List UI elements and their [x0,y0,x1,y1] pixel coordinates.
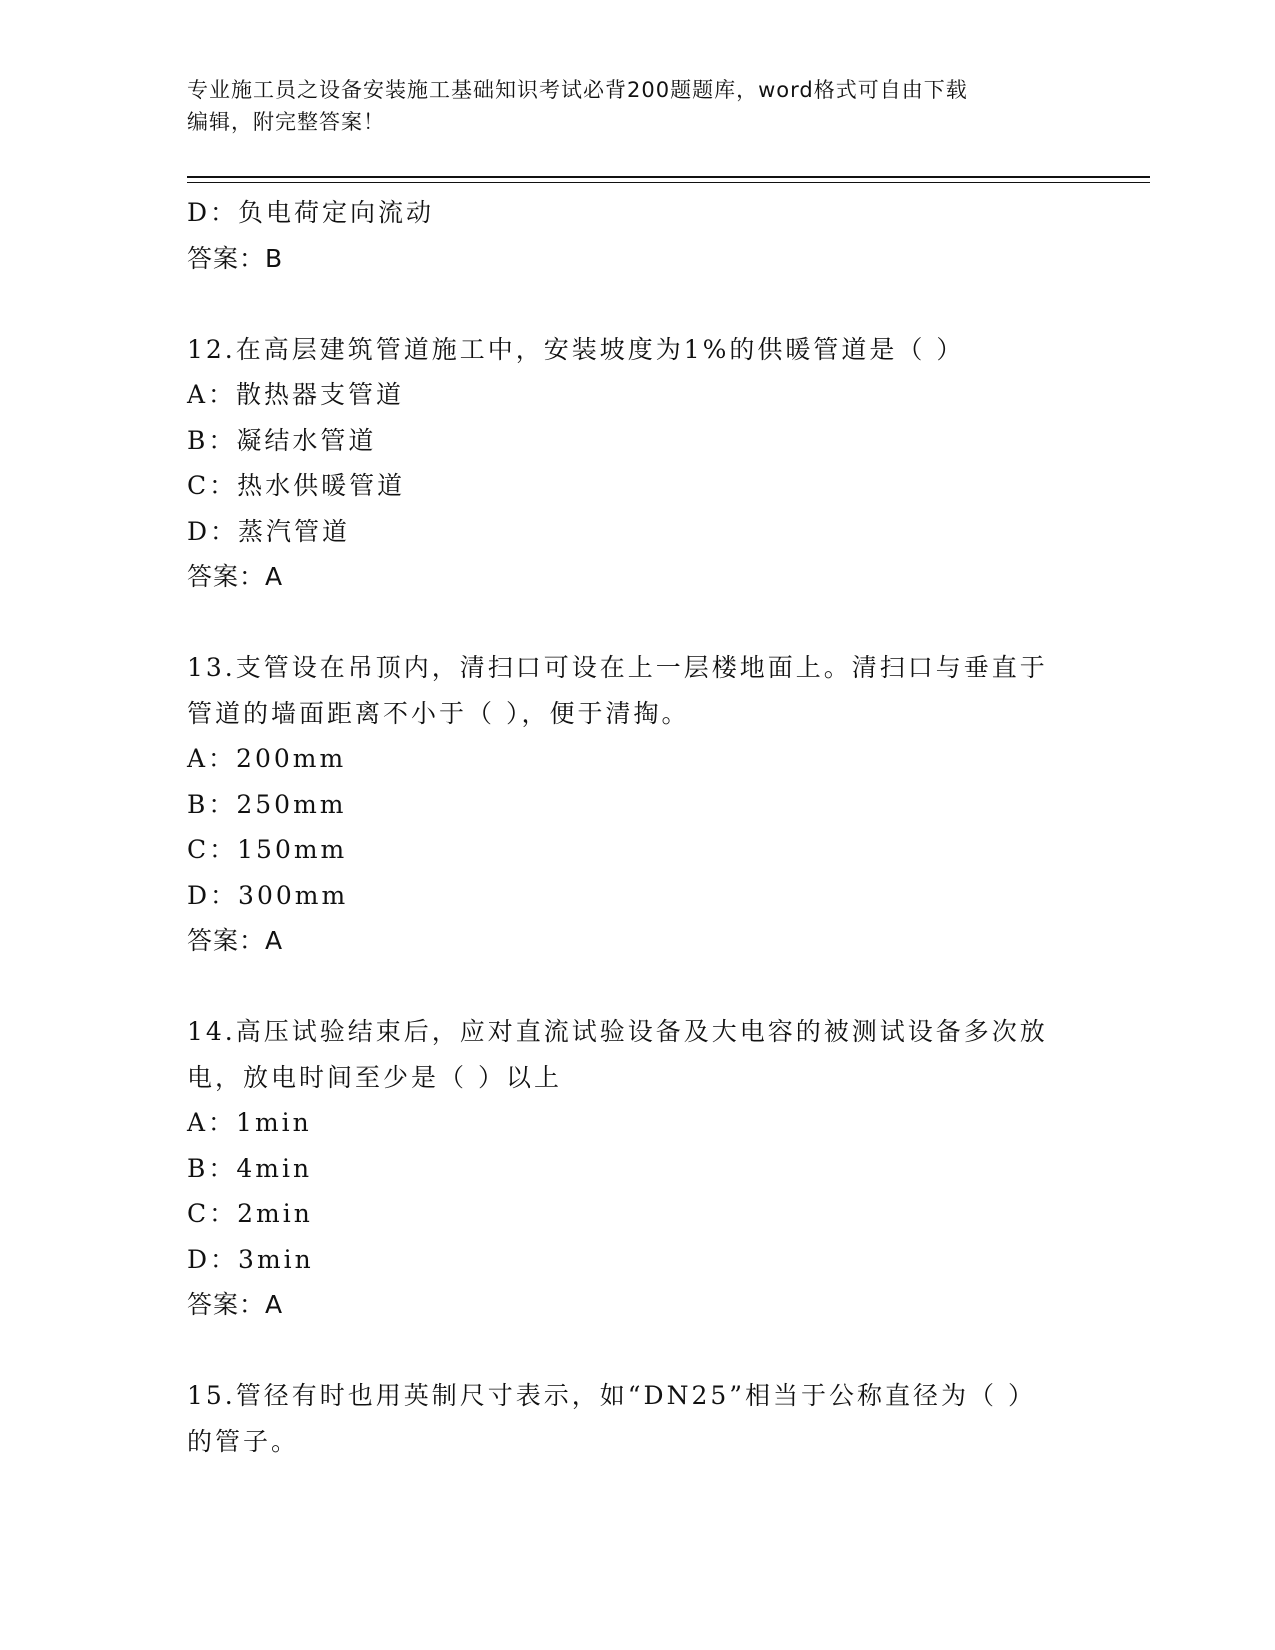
question-block-prev [187,190,1117,281]
spacer [187,1328,1117,1374]
answer-line: 答案：B [187,243,284,273]
spacer [187,964,1117,1010]
option-a: A：200mm [187,744,347,773]
option-d: D：300mm [187,880,349,910]
question-stem: 12.在高层建筑管道施工中，安装坡度为1%的供暖管道是（ ） [187,334,965,364]
question-stem-line-1: 14.高压试验结束后，应对直流试验设备及大电容的被测试设备多次放 [187,1017,1048,1046]
option-c: C：热水供暖管道 [187,471,406,500]
question-stem-line-1: 15.管径有时也用英制尺寸表示，如“DN25”相当于公称直径为（ ） [187,1381,1036,1410]
answer-line: 答案：A [187,562,284,591]
document-header [187,74,1077,138]
option-c: C：150mm [187,835,348,864]
option-b: B：250mm [187,789,347,819]
option-c: C：2min [187,1199,313,1228]
answer-line: 答案：A [187,926,284,955]
question-stem-line-2: 的管子。 [187,1426,300,1456]
header-rule-thin [187,182,1150,183]
header-line-2: 编辑，附完整答案！ [187,110,385,134]
option-d: D：3min [187,1244,314,1274]
spacer [187,281,1117,327]
option-d: D：负电荷定向流动 [187,198,435,227]
option-d: D：蒸汽管道 [187,516,351,546]
header-line-1: 专业施工员之设备安装施工基础知识考试必背200题题库，word格式可自由下载 [187,78,968,102]
question-stem-line-1: 13.支管设在吊顶内，清扫口可设在上一层楼地面上。清扫口与垂直于 [187,653,1048,682]
option-b: B：凝结水管道 [187,425,377,455]
question-block-12 [187,327,1117,600]
question-block-13 [187,645,1117,964]
question-list [187,190,1117,1464]
answer-line: 答案：A [187,1290,284,1319]
spacer [187,600,1117,646]
option-a: A：散热器支管道 [187,380,405,409]
option-b: B：4min [187,1153,313,1183]
option-a: A：1min [187,1108,312,1137]
question-block-15 [187,1373,1117,1464]
question-stem-line-2: 管道的墙面距离不小于（ ），便于清掏。 [187,698,690,728]
question-stem-line-2: 电，放电时间至少是（ ）以上 [187,1062,562,1092]
question-block-14 [187,1009,1117,1328]
header-rule-thick [187,176,1150,178]
